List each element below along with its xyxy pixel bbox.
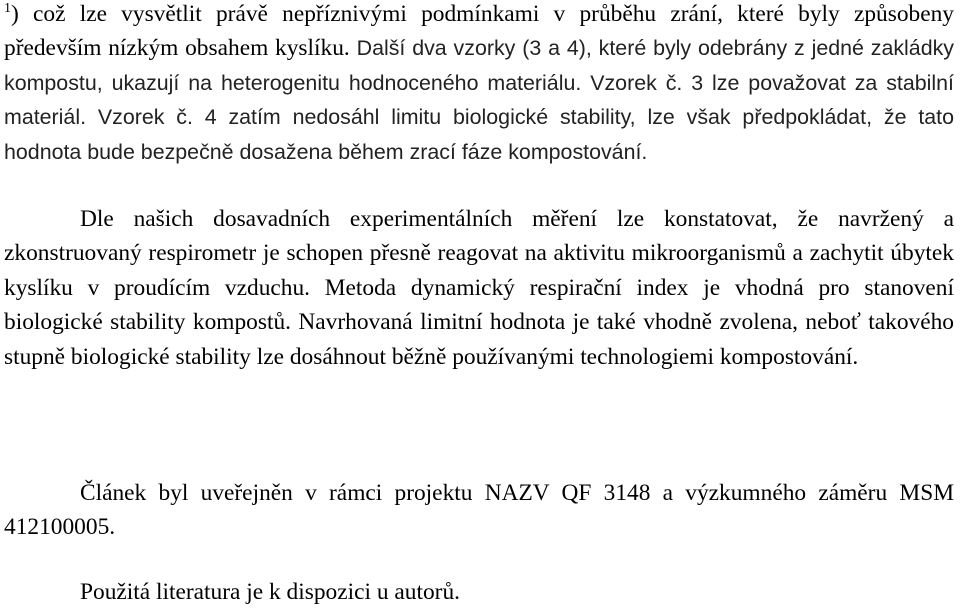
paragraph-references-note: Použitá literatura je k dispozici u autorů.	[80, 579, 460, 605]
paragraph-text-serif: ) což lze vysvětlit právě nepříznivými podmínkami v průběhu zrání, které byly způsobeny především nízkým obsahem kyslíku.	[4, 1, 954, 62]
paragraph-results-continuation	[4, 0, 954, 169]
footnote-marker: 1	[4, 1, 11, 17]
paragraph-acknowledgement: Článek byl uveřejněn v rámci projektu NAZV QF 3148 a výzkumného záměru MSM 412100005.	[4, 480, 954, 541]
paragraph-conclusion: Dle našich dosavadních experimentálních měření lze konstatovat, že navržený a zkonstruovaný respirometr je schopen přesně reagovat na aktivitu mikroorganismů a zachytit úbytek kyslíku v proudícím vzduchu. Metoda dynamický respirační index je vhodná pro stanovení biologické stability kompostů. Navrhovaná limitní hodnota je také vhodně zvolena, neboť takového stupně biologické stability lze dosáhnout běžně používanými technologiemi kompostování.	[4, 206, 954, 370]
paragraph-text-sans: Další dva vzorky (3 a 4), které byly odebrány z jedné zakládky kompostu, ukazují na heterogenitu hodnoceného materiálu. Vzorek č. 3 lze považovat za stabilní materiál. Vzorek č. 4 zatím nedosáhl limitu biologické stability, lze však předpokládat, že tato hodnota bude bezpečně dosažena během zrací fáze kompostování.	[4, 36, 954, 164]
